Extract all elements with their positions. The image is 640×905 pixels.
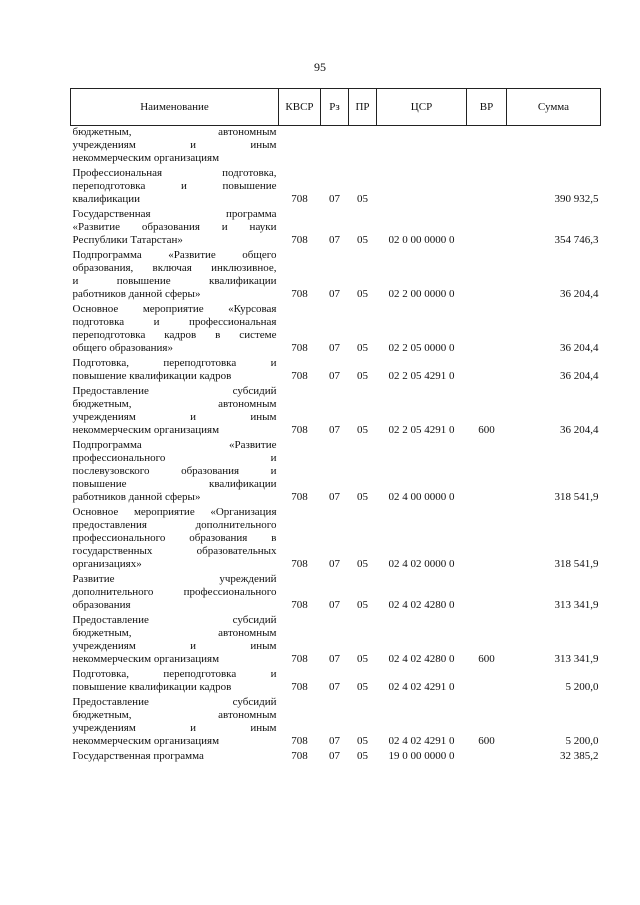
cell-vr: [467, 506, 507, 573]
row-name: [71, 357, 279, 385]
header-kvsr: КВСР: [279, 89, 321, 126]
table-row: [71, 614, 601, 668]
cell-kvsr: 708: [291, 599, 308, 611]
name-line: «Развитие образования и науки: [72, 221, 277, 233]
name-line: повышение квалификации: [72, 478, 277, 490]
name-line: Предоставление субсидий: [72, 614, 277, 626]
table-row: [71, 249, 601, 303]
name-line: Предоставление субсидий: [72, 696, 277, 708]
cell-sum: 5 200,0: [565, 681, 599, 693]
row-name: [71, 573, 279, 614]
row-name: [71, 668, 279, 696]
header-pr: ПР: [349, 89, 377, 126]
header-name: Наименование: [71, 89, 279, 126]
row-name: [71, 696, 279, 750]
table-row: [71, 696, 601, 750]
cell-rz: 07: [329, 681, 340, 693]
row-name: [71, 614, 279, 668]
cell-sum: 36 204,4: [560, 424, 599, 436]
cell-rz: 07: [329, 193, 340, 205]
name-line: учреждениям и иным: [72, 722, 277, 734]
name-line: общего образования»: [72, 342, 173, 354]
table-row: [71, 668, 601, 696]
table-row: [71, 357, 601, 385]
cell-vr: [467, 439, 507, 506]
name-line: Профессиональная подготовка,: [72, 167, 277, 179]
name-line: некоммерческим организациям: [72, 735, 220, 747]
cell-vr: [467, 249, 507, 303]
cell-csr: 02 4 02 4291 0: [388, 681, 455, 693]
cell-csr: 02 2 05 0000 0: [388, 342, 455, 354]
cell-vr: 600: [478, 653, 495, 665]
cell-sum: 354 746,3: [554, 234, 599, 246]
cell-sum: 36 204,4: [560, 342, 599, 354]
cell-pr: 05: [357, 750, 368, 762]
cell-rz: 07: [329, 424, 340, 436]
page-number: 95: [314, 60, 326, 74]
cell-csr: [377, 126, 467, 168]
table-row: [71, 303, 601, 357]
row-name: [71, 439, 279, 506]
name-line: некоммерческим организациям: [72, 653, 220, 665]
row-name: [71, 126, 279, 168]
cell-pr: 05: [357, 599, 368, 611]
name-line: повышение квалификации кадров: [72, 370, 232, 382]
table-row: [71, 167, 601, 208]
name-line: организациях»: [72, 558, 142, 570]
cell-csr: 02 2 05 4291 0: [388, 370, 455, 382]
cell-vr: 600: [478, 735, 495, 747]
cell-csr: 02 4 02 4280 0: [388, 599, 455, 611]
header-sum: Сумма: [507, 89, 601, 126]
cell-csr: 02 4 02 0000 0: [388, 558, 455, 570]
row-name: [71, 208, 279, 249]
name-line: профессионального образования в: [72, 532, 277, 544]
cell-rz: 07: [329, 234, 340, 246]
table-row: [71, 126, 601, 168]
table-row: [71, 750, 601, 765]
cell-vr: 600: [478, 424, 495, 436]
name-line: учреждениям и иным: [72, 640, 277, 652]
cell-vr: [467, 208, 507, 249]
cell-vr: [467, 126, 507, 168]
name-line: Подпрограмма «Развитие общего: [72, 249, 277, 261]
cell-rz: 07: [329, 288, 340, 300]
cell-kvsr: 708: [291, 750, 308, 762]
cell-sum: 318 541,9: [554, 558, 599, 570]
name-line: профессионального и: [72, 452, 277, 464]
name-line: дополнительного профессионального: [72, 586, 277, 598]
cell-pr: 05: [357, 193, 368, 205]
cell-csr: [377, 167, 467, 208]
table-body: [71, 126, 601, 766]
cell-rz: 07: [329, 750, 340, 762]
cell-rz: 07: [329, 735, 340, 747]
header-rz: Рз: [321, 89, 349, 126]
name-line: и повышение квалификации: [72, 275, 277, 287]
name-line: послевузовского образования и: [72, 465, 277, 477]
cell-pr: 05: [357, 681, 368, 693]
cell-pr: 05: [357, 342, 368, 354]
budget-table: [70, 88, 601, 765]
cell-sum: 390 932,5: [554, 193, 599, 205]
cell-sum: [507, 126, 601, 168]
name-line: Подготовка, переподготовка и: [72, 357, 277, 369]
cell-kvsr: 708: [291, 558, 308, 570]
name-line: Основное мероприятие «Организация: [72, 506, 277, 518]
cell-pr: 05: [357, 653, 368, 665]
cell-kvsr: 708: [291, 370, 308, 382]
name-line: некоммерческим организациям: [72, 424, 220, 436]
name-line: Республики Татарстан»: [72, 234, 183, 246]
cell-kvsr: 708: [291, 653, 308, 665]
name-line: Основное мероприятие «Курсовая: [72, 303, 277, 315]
cell-rz: 07: [329, 491, 340, 503]
name-line: предоставления дополнительного: [72, 519, 277, 531]
cell-pr: 05: [357, 491, 368, 503]
cell-kvsr: 708: [291, 193, 308, 205]
cell-rz: 07: [329, 558, 340, 570]
name-line: образования, включая инклюзивное,: [72, 262, 277, 274]
cell-csr: 02 4 02 4291 0: [388, 735, 455, 747]
cell-rz: [321, 126, 349, 168]
header-csr: ЦСР: [377, 89, 467, 126]
cell-pr: 05: [357, 558, 368, 570]
header-vr: ВР: [467, 89, 507, 126]
cell-kvsr: 708: [291, 681, 308, 693]
cell-vr: [467, 750, 507, 765]
cell-rz: 07: [329, 370, 340, 382]
cell-kvsr: 708: [291, 234, 308, 246]
cell-sum: 36 204,4: [560, 370, 599, 382]
name-line: Подпрограмма «Развитие: [72, 439, 277, 451]
cell-pr: 05: [357, 234, 368, 246]
table-row: [71, 506, 601, 573]
name-line: бюджетным, автономным: [72, 126, 277, 138]
table-row: [71, 385, 601, 439]
name-line: бюджетным, автономным: [72, 398, 277, 410]
row-name: [71, 167, 279, 208]
cell-sum: 318 541,9: [554, 491, 599, 503]
cell-sum: 313 341,9: [554, 599, 599, 611]
cell-pr: 05: [357, 288, 368, 300]
cell-kvsr: 708: [291, 288, 308, 300]
cell-sum: 313 341,9: [554, 653, 599, 665]
name-line: учреждениям и иным: [72, 411, 277, 423]
row-name: [71, 303, 279, 357]
cell-kvsr: [279, 126, 321, 168]
cell-csr: 02 4 00 0000 0: [388, 491, 455, 503]
table-row: [71, 439, 601, 506]
name-line: Государственная программа: [72, 208, 277, 220]
cell-csr: 02 2 05 4291 0: [388, 424, 455, 436]
cell-pr: [349, 126, 377, 168]
name-line: бюджетным, автономным: [72, 709, 277, 721]
cell-rz: 07: [329, 342, 340, 354]
cell-vr: [467, 357, 507, 385]
name-line: квалификации: [72, 193, 140, 205]
name-line: некоммерческим организациям: [72, 152, 220, 164]
name-line: образования: [72, 599, 131, 611]
name-line: работников данной сферы»: [72, 288, 201, 300]
name-line: переподготовка кадров в системе: [72, 329, 277, 341]
table-row: [71, 208, 601, 249]
cell-sum: 32 385,2: [560, 750, 599, 762]
name-line: повышение квалификации кадров: [72, 681, 232, 693]
cell-vr: [467, 167, 507, 208]
cell-kvsr: 708: [291, 424, 308, 436]
name-line: Государственная программа: [72, 750, 204, 762]
cell-vr: [467, 573, 507, 614]
name-line: государственных образовательных: [72, 545, 277, 557]
cell-kvsr: 708: [291, 491, 308, 503]
name-line: Развитие учреждений: [72, 573, 277, 585]
cell-pr: 05: [357, 424, 368, 436]
cell-kvsr: 708: [291, 735, 308, 747]
cell-sum: 36 204,4: [560, 288, 599, 300]
row-name: [71, 506, 279, 573]
cell-csr: 02 0 00 0000 0: [388, 234, 455, 246]
cell-pr: 05: [357, 370, 368, 382]
table-row: [71, 573, 601, 614]
row-name: [71, 750, 279, 765]
name-line: бюджетным, автономным: [72, 627, 277, 639]
row-name: [71, 249, 279, 303]
cell-csr: 02 2 00 0000 0: [388, 288, 455, 300]
cell-sum: 5 200,0: [565, 735, 599, 747]
name-line: работников данной сферы»: [72, 491, 201, 503]
cell-vr: [467, 303, 507, 357]
cell-rz: 07: [329, 653, 340, 665]
name-line: подготовка и профессиональная: [72, 316, 277, 328]
name-line: учреждениям и иным: [72, 139, 277, 151]
name-line: переподготовка и повышение: [72, 180, 277, 192]
cell-pr: 05: [357, 735, 368, 747]
row-name: [71, 385, 279, 439]
cell-vr: [467, 668, 507, 696]
name-line: Подготовка, переподготовка и: [72, 668, 277, 680]
table-header-row: [71, 89, 601, 126]
name-line: Предоставление субсидий: [72, 385, 277, 397]
cell-csr: 19 0 00 0000 0: [388, 750, 455, 762]
cell-csr: 02 4 02 4280 0: [388, 653, 455, 665]
cell-rz: 07: [329, 599, 340, 611]
cell-kvsr: 708: [291, 342, 308, 354]
